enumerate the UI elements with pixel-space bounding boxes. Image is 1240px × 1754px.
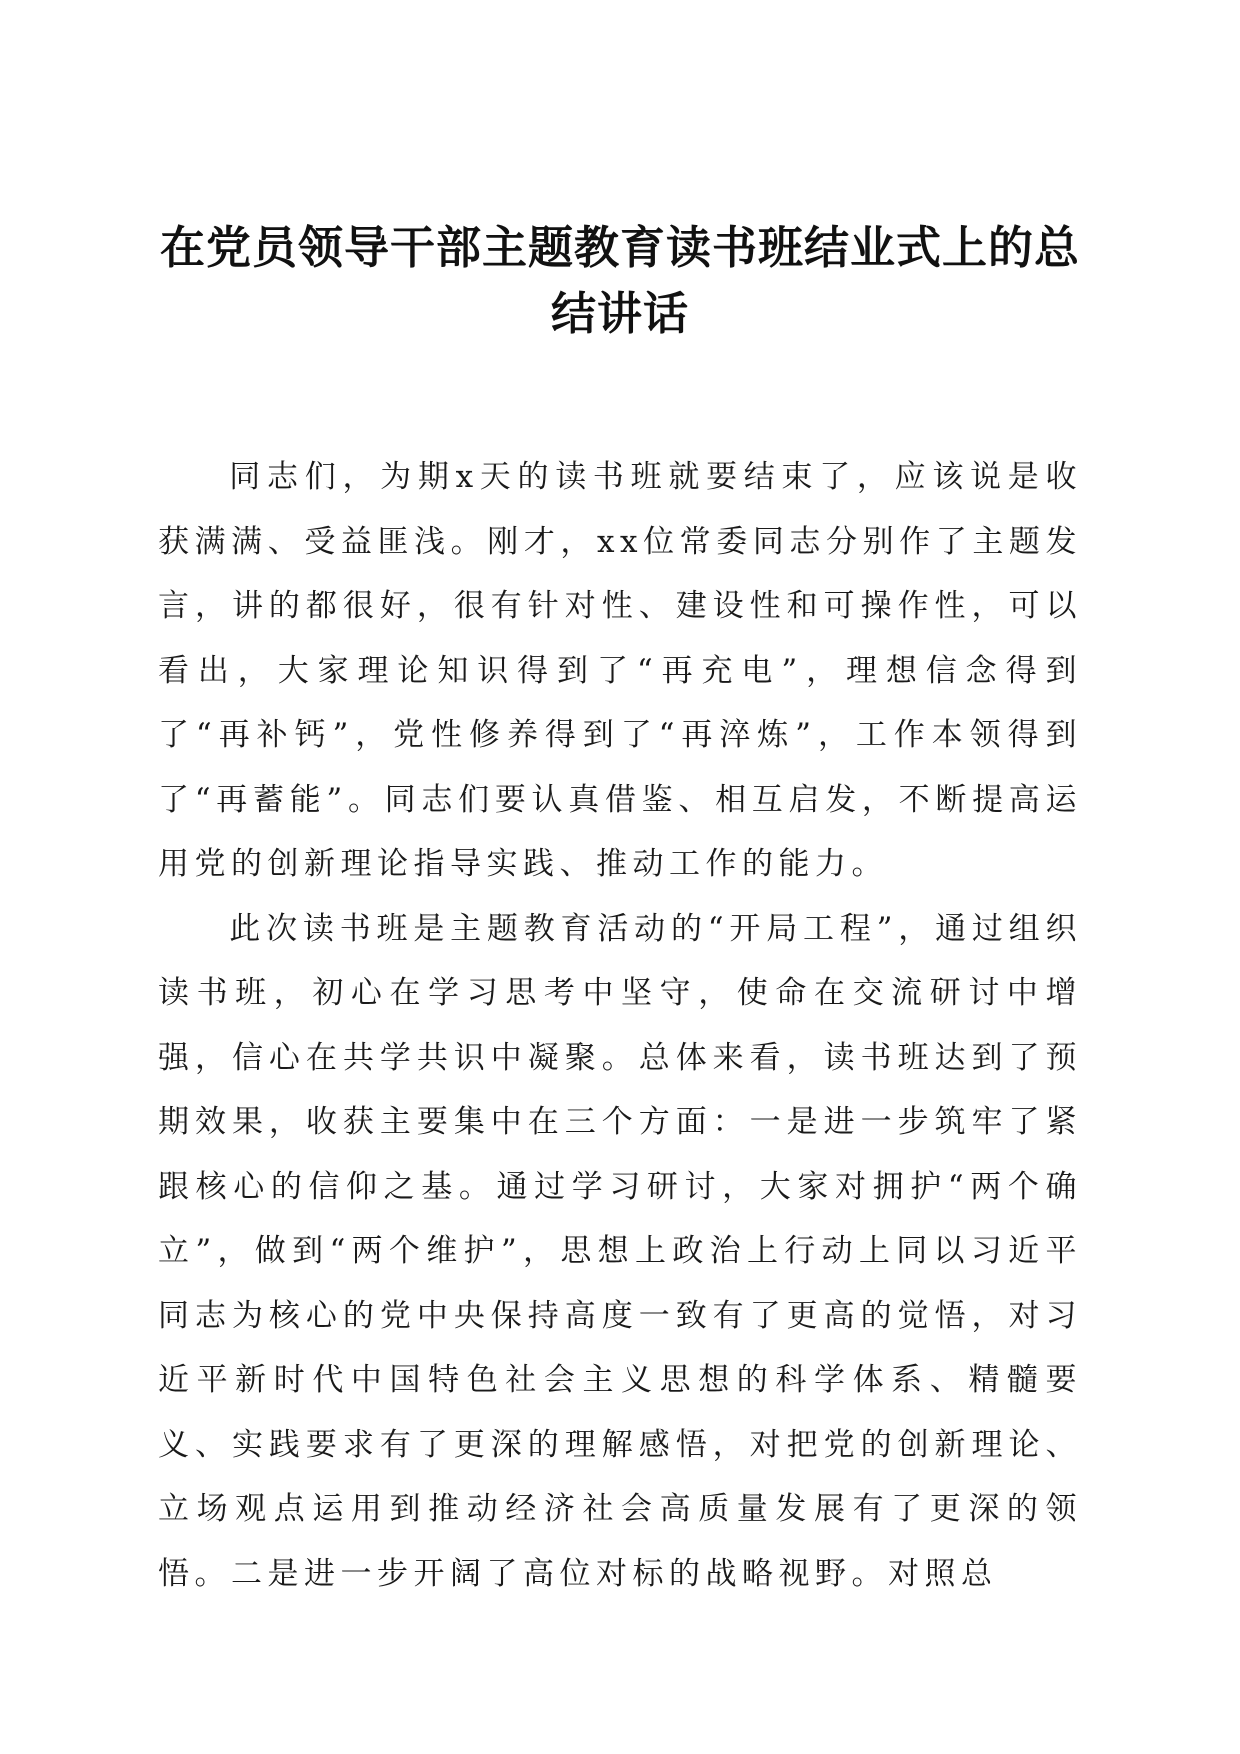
document-body — [158, 445, 1082, 1606]
paragraph-summary: 此次读书班是主题教育活动的“开局工程”，通过组织读书班，初心在学习思考中坚守，使命在交流研讨中增强，信心在共学共识中凝聚。总体来看，读书班达到了预期效果，收获主要集中在三个方面：一是进一步筑牢了紧跟核心的信仰之基。通过学习研讨，大家对拥护“两个确立”，做到“两个维护”，思想上政治上行动上同以习近平同志为核心的党中央保持高度一致有了更高的觉悟，对习近平新时代中国特色社会主义思想的科学体系、精髓要义、实践要求有了更深的理解感悟，对把党的创新理论、立场观点运用到推动经济社会高质量发展有了更深的领悟。二是进一步开阔了高位对标的战略视野。对照总 — [158, 910, 1082, 1592]
document-title: 在党员领导干部主题教育读书班结业式上的总结讲话 — [159, 221, 1080, 340]
paragraph-opening: 同志们，为期x天的读书班就要结束了，应该说是收获满满、受益匪浅。刚才，xx位常委同志分别作了主题发言，讲的都很好，很有针对性、建设性和可操作性，可以看出，大家理论知识得到了“再充电”，理想信念得到了“再补钙”，党性修养得到了“再淬炼”，工作本领得到了“再蓄能”。同志们要认真借鉴、相互启发，不断提高运用党的创新理论指导实践、推动工作的能力。 — [158, 459, 1082, 882]
